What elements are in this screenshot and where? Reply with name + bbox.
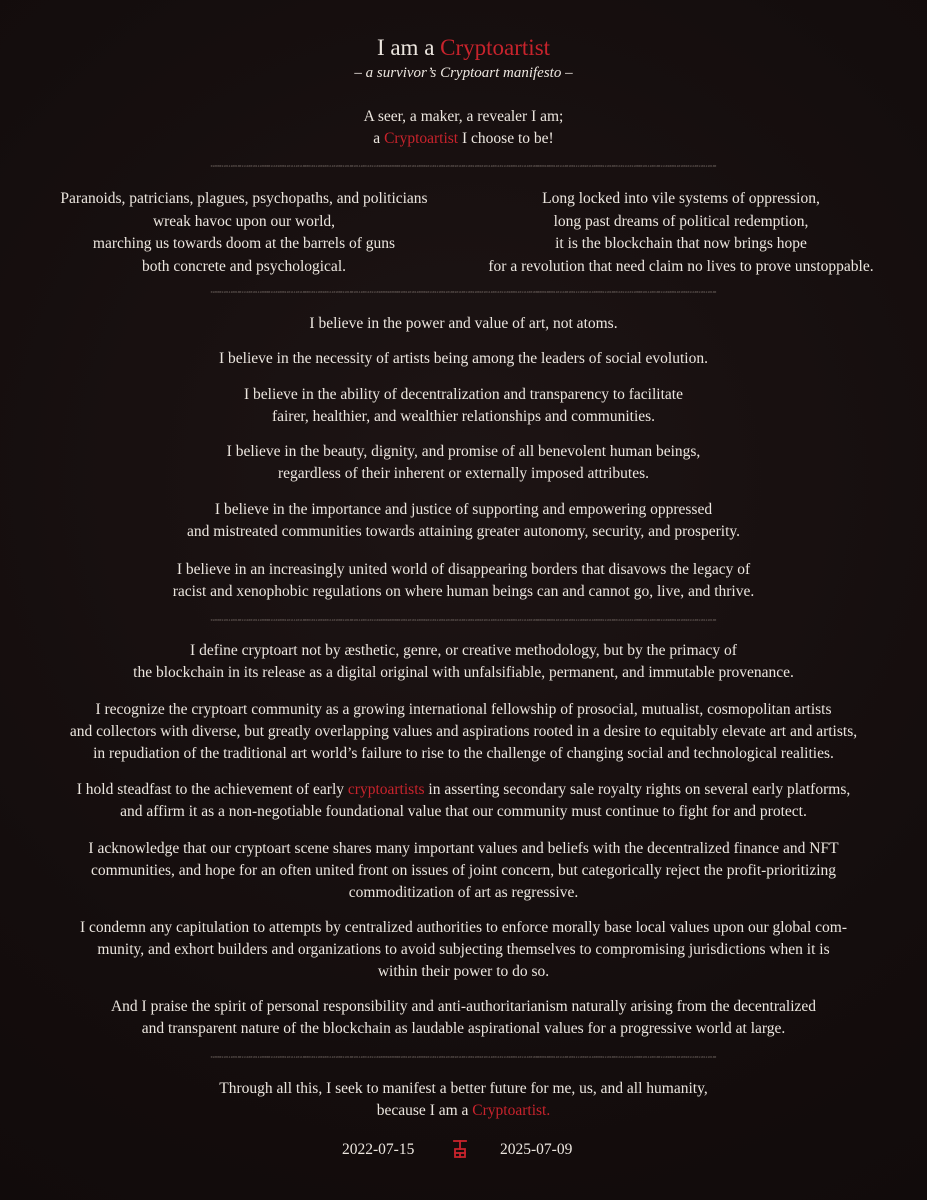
start-date: 2022-07-15 — [342, 1141, 415, 1158]
intro-highlight: Cryptoartist — [384, 130, 459, 147]
right-line: it is the blockchain that now brings hope — [555, 235, 807, 252]
belief-5: I believe in the importance and justice of supporting and empowering oppressed and mistreated communities towards attaining greater autonomy, security, and prosperity. — [186, 501, 741, 540]
statement-acknowledge: I acknowledge that our cryptoart scene shares many important values and beliefs with the decentralized finance and NFT communities, and hope for an often united front on issues of joint concern, but categorically reject the profit-prioritizing commoditization of art as regressive. — [88, 840, 839, 901]
binary-divider-3: 0100001101110010011110010111000001110100011011110110000101110010011101000110100101110011011101000010000001001101011000010110111001101001011001100110010101110011011101000110111100100000010000110111001001111001011100000111010001101111011000010111001001110100011010010111001101110100 — [210, 618, 717, 622]
binary-divider-1: 0100001101110010011110010111000001110100011011110110000101110010011101000110100101110011011101000010000001001101011000010110111001101001011001100110010101110011011101000110111100100000010000110111001001111001011100000111010001101111011000010111001001110100011010010111001101110100 — [210, 164, 717, 168]
binary-divider-2: 0100001101110010011110010111000001110100011011110110000101110010011101000110100101110011011101000010000001001101011000010110111001101001011001100110010101110011011101000110111100100000010000110111001001111001011100000111010001101111011000010111001001110100011010010111001101110100 — [210, 290, 717, 294]
intro-block — [0, 106, 927, 150]
cryptoartists-highlight: cryptoartists — [347, 781, 425, 798]
left-line: wreak havoc upon our world, — [152, 212, 336, 230]
date-row — [0, 1138, 927, 1162]
closing-highlight: Cryptoartist. — [472, 1102, 551, 1119]
statement-recognize: I recognize the cryptoart community as a growing international fellowship of prosocial, mutualist, cosmopolitan artists and collectors with diverse, but greatly overlapping values and aspirations rooted in a desire to equitably elevate art and artists, in repudiation of the traditional art world’s failure to rise to the challenge of changing social and technological realities. — [69, 701, 858, 762]
left-column — [24, 188, 464, 278]
statement-define: I define cryptoart not by æsthetic, genre, or creative methodology, but by the primacy of the blockchain in its release as a digital original with unfalsifiable, permanent, and immutable provenance. — [133, 642, 794, 681]
page-title — [0, 34, 927, 62]
statement-hold: I hold steadfast to the achievement of early cryptoartists in asserting secondary sale royalty rights on several early platforms, and affirm it as a non-negotiable foundational value that our community must continue to fight for and protect. — [76, 781, 851, 820]
intro-line-2: a Cryptoartist I choose to be! — [373, 130, 554, 147]
statement-praise: And I praise the spirit of personal responsibility and anti-authoritarianism naturally arising from the decentralized and transparent nature of the blockchain as laudable aspirational values for a progressive world at large. — [110, 998, 817, 1037]
left-line: both concrete and psychological. — [141, 257, 346, 275]
end-date: 2025-07-09 — [500, 1141, 573, 1158]
right-column — [456, 188, 906, 278]
intro-line-1: A seer, a maker, a revealer I am; — [363, 108, 564, 125]
closing-line-1: Through all this, I seek to manifest a better future for me, us, and all humanity, — [219, 1080, 708, 1097]
belief-3: I believe in the ability of decentralization and transparency to facilitate fairer, healthier, and wealthier relationships and communities. — [244, 386, 683, 425]
belief-1: I believe in the power and value of art, not atoms. — [309, 315, 618, 332]
title-highlight: Cryptoartist — [440, 35, 551, 60]
left-line: marching us towards doom at the barrels of guns — [92, 235, 396, 252]
right-line: long past dreams of political redemption, — [553, 212, 809, 230]
belief-2: I believe in the necessity of artists being among the leaders of social evolution. — [219, 350, 708, 367]
belief-4: I believe in the beauty, dignity, and promise of all benevolent human beings, regardless of their inherent or externally imposed attributes. — [226, 443, 701, 482]
page-subtitle: – a survivor’s Cryptoart manifesto – — [354, 65, 573, 81]
title-prefix: I am a — [376, 35, 441, 60]
right-line: for a revolution that need claim no lives to prove unstoppable. — [488, 257, 874, 275]
left-line: Paranoids, patricians, plagues, psychopaths, and politicians — [60, 190, 428, 207]
statement-condemn: I condemn any capitulation to attempts by centralized authorities to enforce morally base local values upon our global com- munity, and exhort builders and organizations to avoid subjecting themselves to compromising jurisdictions when it is within their power to do so. — [79, 919, 847, 980]
closing-block — [0, 1078, 927, 1122]
closing-line-2: because I am a Cryptoartist. — [376, 1102, 551, 1119]
right-line: Long locked into vile systems of oppression, — [542, 190, 820, 207]
signature-seal-icon — [451, 1138, 469, 1160]
belief-6: I believe in an increasingly united world of disappearing borders that disavows the legacy of racist and xenophobic regulations on where human beings can and cannot go, live, and thrive. — [172, 561, 755, 600]
binary-divider-4: 0100001101110010011110010111000001110100011011110110000101110010011101000110100101110011011101000010000001001101011000010110111001101001011001100110010101110011011101000110111100100000010000110111001001111001011100000111010001101111011000010111001001110100011010010111001101110100 — [210, 1055, 717, 1059]
